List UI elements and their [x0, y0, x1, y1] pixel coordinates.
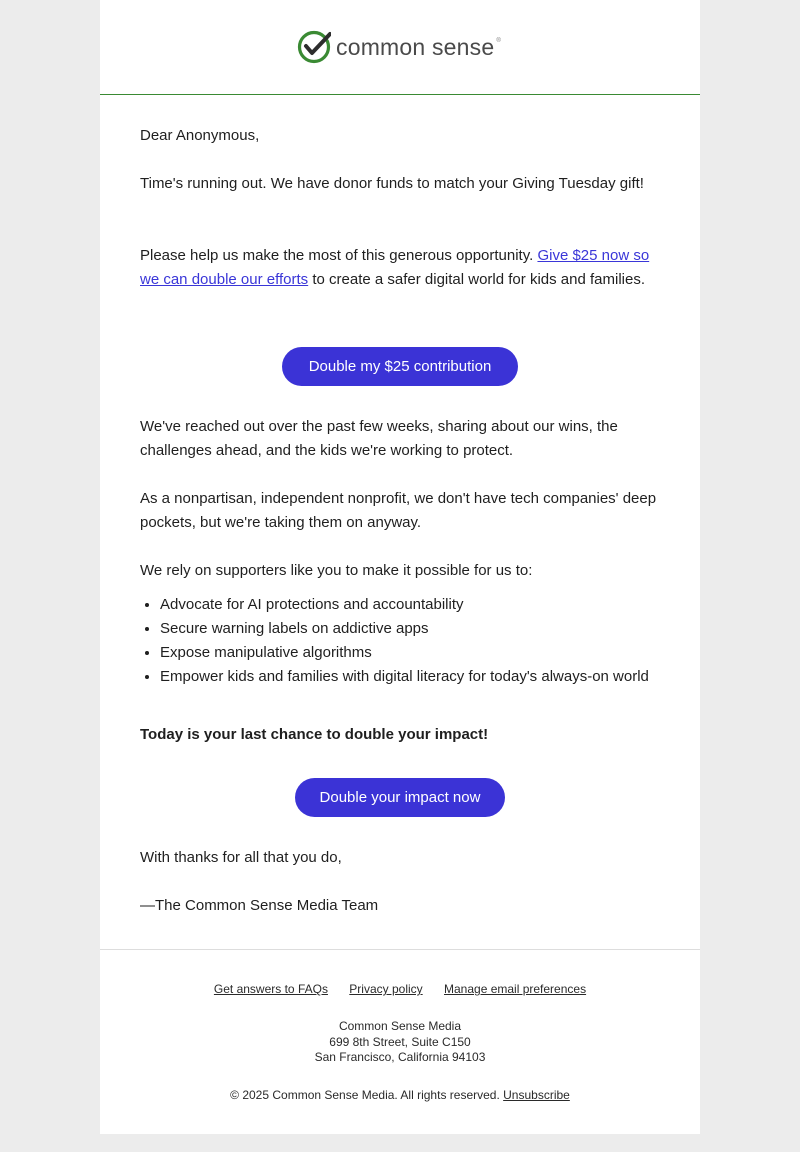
goals-list — [140, 593, 670, 689]
faq-link[interactable]: Get answers to FAQs — [213, 982, 328, 996]
checkmark-logo-icon — [297, 30, 331, 64]
last-chance-line: Today is your last chance to double your impact! — [140, 726, 489, 743]
list-item: • Advocate for AI protections and accountability — [160, 593, 670, 617]
org-name: Common Sense Media — [338, 1019, 462, 1033]
paragraph-outreach: We've reached out over the past few weeks, sharing about our wins, the challenges ahead, and the kids we're working to protect. — [140, 418, 618, 459]
copyright-line — [100, 1088, 700, 1102]
signature: —The Common Sense Media Team — [140, 897, 379, 914]
closing-line: With thanks for all that you do, — [140, 849, 342, 866]
paragraph-nonprofit: As a nonpartisan, independent nonprofit, we don't have tech companies' deep pockets, but we're taking them on anyway. — [140, 490, 657, 531]
logo-wordmark: common sense — [336, 33, 495, 60]
city-address: San Francisco, California 94103 — [314, 1050, 486, 1064]
list-item: • Expose manipulative algorithms — [160, 641, 670, 665]
paragraph-opportunity — [140, 244, 660, 292]
email-footer — [100, 949, 700, 1135]
common-sense-logo[interactable] — [297, 30, 501, 64]
paragraph-deadline: Time's running out. We have donor funds to match your Giving Tuesday gift! — [140, 175, 644, 192]
double-contribution-button[interactable]: Double my $25 contribution — [282, 347, 518, 386]
copyright-text: © 2025 Common Sense Media. All rights reserved. — [230, 1088, 504, 1102]
email-header — [100, 0, 700, 95]
street-address: 699 8th Street, Suite C150 — [329, 1034, 471, 1049]
paragraph-supporters: We rely on supporters like you to make it possible for us to: — [140, 562, 533, 579]
privacy-policy-link[interactable]: Privacy policy — [349, 982, 423, 996]
footer-links — [100, 982, 700, 996]
give-25-link[interactable]: Give $25 now so we can double our efforts — [140, 247, 650, 288]
manage-preferences-link[interactable]: Manage email preferences — [444, 982, 587, 996]
unsubscribe-link[interactable]: Unsubscribe — [503, 1088, 570, 1102]
email-container — [100, 0, 700, 1134]
mailing-address — [100, 1019, 700, 1066]
list-item: • Empower kids and families with digital literacy for today's always-on world — [160, 665, 670, 689]
list-item: • Secure warning labels on addictive apps — [160, 617, 670, 641]
registered-mark: ® — [496, 38, 501, 44]
double-impact-button[interactable]: Double your impact now — [295, 778, 505, 817]
paragraph-opportunity-text: Please help us make the most of this generous opportunity. — [140, 247, 538, 264]
greeting: Dear Anonymous, — [140, 127, 260, 144]
paragraph-opportunity-tail: to create a safer digital world for kids and families. — [308, 271, 645, 288]
